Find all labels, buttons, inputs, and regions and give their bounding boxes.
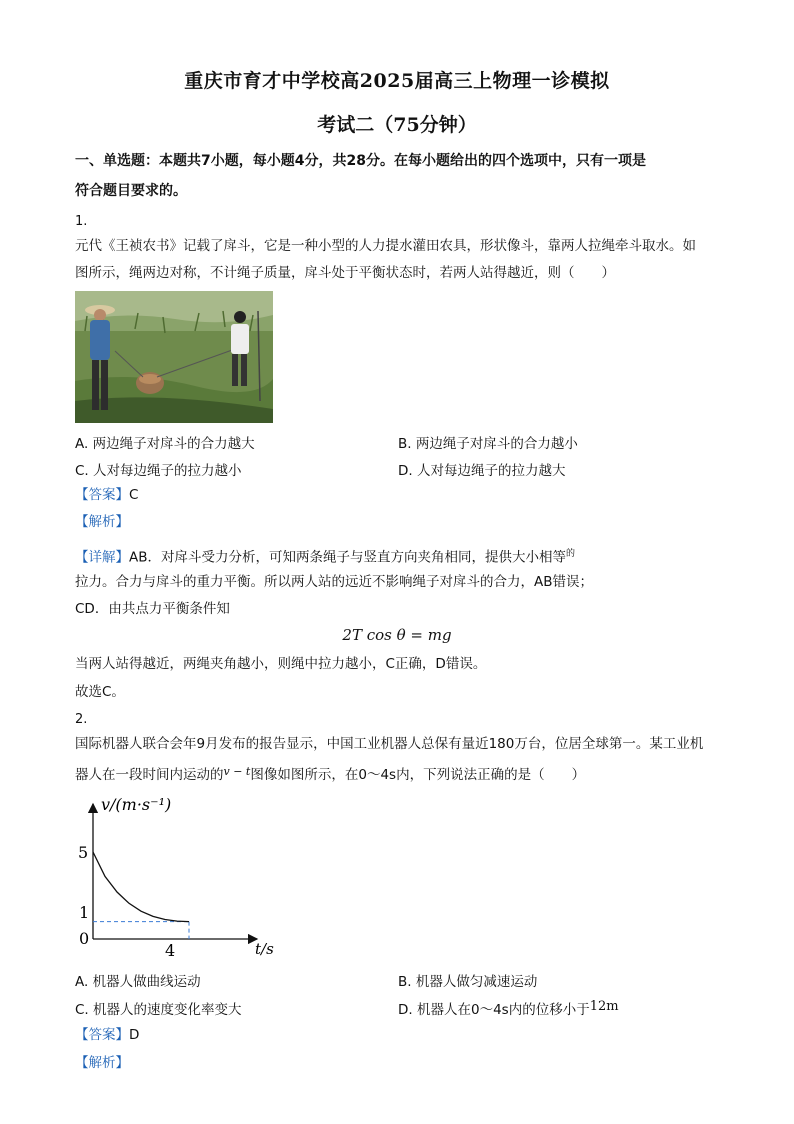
q2-option-a: A. 机器人做曲线运动 xyxy=(75,974,201,990)
q1-analysis-tag: 【解析】 xyxy=(75,514,129,530)
section-heading xyxy=(75,146,725,206)
question-2-stem-line1: 国际机器人联合会年9月发布的报告显示，中国工业机器人总保有量近180万台，位居全球第一。某工业机 xyxy=(75,736,704,752)
vt-y-axis-label: v/(m·s⁻¹) xyxy=(101,795,172,814)
q2-analysis-tag: 【解析】 xyxy=(75,1055,129,1071)
vt-y-tick-1: 1 xyxy=(79,903,90,922)
q1-detail-text1: AB．对戽斗受力分析，可知两条绳子与竖直方向夹角相同，提供大小相等 xyxy=(129,549,566,566)
farmers-scoop-photo xyxy=(75,291,273,423)
question-2-stem-part-a: 器人在一段时间内运动的 xyxy=(75,767,224,783)
q1-option-b: B. 两边绳子对戽斗的合力越小 xyxy=(398,436,578,452)
section-heading-line1: 一、单选题：本题共7小题，每小题4分，共28分。在每小题给出的四个选项中，只有一项是 xyxy=(75,153,646,169)
vt-graph xyxy=(75,792,285,962)
q2-option-d-value: 12m xyxy=(589,999,619,1014)
q1-answer-tag: 【答案】 xyxy=(75,487,129,503)
question-2-number: 2. xyxy=(75,712,88,727)
q2-option-b: B. 机器人做匀减速运动 xyxy=(398,974,538,990)
vt-y-tick-5: 5 xyxy=(78,843,89,862)
q1-detail-line4: 当两人站得越近，两绳夹角越小，则绳中拉力越小，C正确，D错误。 xyxy=(75,656,487,672)
q1-detail-line1 xyxy=(75,545,575,567)
q1-detail-tag: 【详解】 xyxy=(75,549,129,566)
farmers-scoop-illustration xyxy=(75,291,273,423)
exam-subtitle: 考试二（75分钟） xyxy=(317,114,477,136)
vt-x-tick-4: 4 xyxy=(165,941,176,960)
q1-option-a: A. 两边绳子对戽斗的合力越大 xyxy=(75,436,255,452)
q1-answer xyxy=(75,486,138,504)
vt-curve xyxy=(93,852,189,922)
question-2-stem-line2 xyxy=(75,763,585,784)
question-1-stem-line2: 图所示，绳两边对称，不计绳子质量，戽斗处于平衡状态时，若两人站得越近，则（ ） xyxy=(75,265,615,281)
vt-x-axis-label: t/s xyxy=(255,940,274,958)
q2-option-d-text: D. 机器人在0～4s内的位移小于 xyxy=(398,1002,590,1018)
question-1-stem-line1: 元代《王祯农书》记载了戽斗，它是一种小型的人力提水灌田农具，形状像斗，靠两人拉绳牵斗取水。如 xyxy=(75,238,696,254)
q1-formula: 2T cos θ = mg xyxy=(342,626,452,644)
q2-option-c: C. 机器人的速度变化率变大 xyxy=(75,1002,242,1018)
q2-answer xyxy=(75,1026,139,1044)
q1-detail-line2: 拉力。合力与戽斗的重力平衡。所以两人站的远近不影响绳子对戽斗的合力，AB错误； xyxy=(75,574,593,590)
question-1-number: 1. xyxy=(75,214,88,229)
q1-detail-line5: 故选C。 xyxy=(75,684,125,700)
q1-answer-value: C xyxy=(129,487,139,503)
vt-origin-label: 0 xyxy=(79,929,90,948)
exam-title: 重庆市育才中学校高2025届高三上物理一诊模拟 xyxy=(184,70,610,92)
question-2-vt-symbol: v − t xyxy=(223,765,251,778)
q2-option-d xyxy=(398,998,619,1018)
q2-answer-value: D xyxy=(129,1027,140,1043)
q1-option-d: D. 人对每边绳子的拉力越大 xyxy=(398,463,566,479)
q1-option-c: C. 人对每边绳子的拉力越小 xyxy=(75,463,242,479)
vt-graph-svg xyxy=(75,792,285,962)
q1-detail-line3: CD．由共点力平衡条件知 xyxy=(75,601,230,617)
q1-detail-superscript: 的 xyxy=(566,549,576,559)
q2-answer-tag: 【答案】 xyxy=(75,1027,129,1043)
section-heading-line2: 符合题目要求的。 xyxy=(75,183,187,199)
vt-guides xyxy=(93,922,189,939)
question-2-stem-part-b: 图像如图所示，在0～4s内，下列说法正确的是（ ） xyxy=(250,767,586,783)
